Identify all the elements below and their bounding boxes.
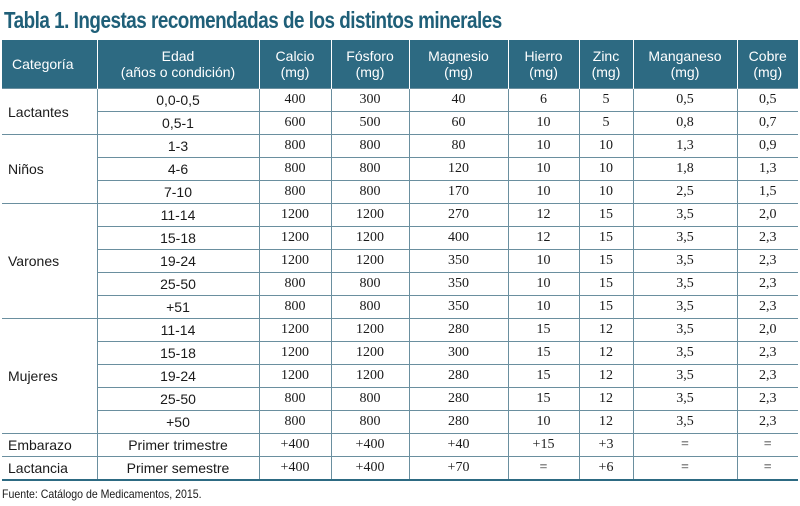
age-cell: +51	[97, 296, 259, 319]
value-cell: 2,3	[737, 388, 798, 411]
value-cell: 600	[259, 112, 331, 135]
header-line: Fósforo	[346, 48, 394, 64]
value-cell: 0,8	[633, 112, 737, 135]
value-cell: 800	[259, 135, 331, 158]
age-cell: 11-14	[97, 319, 259, 342]
value-cell: 800	[331, 388, 409, 411]
value-cell: 800	[259, 296, 331, 319]
value-cell: 800	[331, 158, 409, 181]
value-cell: +400	[331, 434, 409, 457]
column-header-zinc	[579, 40, 633, 89]
value-cell: 1200	[331, 204, 409, 227]
value-cell: 6	[508, 89, 579, 112]
table-row	[2, 135, 798, 158]
header-line: (mg)	[529, 64, 558, 80]
category-cell: Lactancia	[2, 457, 97, 481]
age-cell: 7-10	[97, 181, 259, 204]
value-cell: 500	[331, 112, 409, 135]
column-header-manganeso	[633, 40, 737, 89]
value-cell: 1200	[259, 342, 331, 365]
value-cell: 0,5	[737, 89, 798, 112]
minerals-table	[2, 40, 798, 481]
value-cell: 0,9	[737, 135, 798, 158]
value-cell: 12	[508, 227, 579, 250]
value-cell: +70	[409, 457, 508, 481]
header-line: Magnesio	[428, 48, 489, 64]
value-cell: 280	[409, 411, 508, 434]
value-cell: =	[633, 434, 737, 457]
value-cell: 1200	[331, 250, 409, 273]
table-row	[2, 296, 798, 319]
value-cell: +400	[259, 457, 331, 481]
table-row	[2, 204, 798, 227]
value-cell: 1200	[331, 227, 409, 250]
value-cell: 280	[409, 319, 508, 342]
table-row	[2, 434, 798, 457]
value-cell: 10	[579, 158, 633, 181]
table-title: Tabla 1. Ingestas recomendadas de los distintos minerales	[4, 7, 502, 33]
value-cell: 2,3	[737, 296, 798, 319]
value-cell: 800	[259, 411, 331, 434]
age-cell: Primer semestre	[97, 457, 259, 481]
value-cell: 15	[579, 204, 633, 227]
value-cell: +400	[259, 434, 331, 457]
value-cell: =	[737, 457, 798, 481]
value-cell: 3,5	[633, 204, 737, 227]
value-cell: 12	[579, 319, 633, 342]
column-header-edad	[97, 40, 259, 89]
value-cell: 3,5	[633, 273, 737, 296]
value-cell: 800	[331, 135, 409, 158]
age-cell: 15-18	[97, 227, 259, 250]
value-cell: 400	[259, 89, 331, 112]
table-row	[2, 319, 798, 342]
value-cell: 12	[508, 204, 579, 227]
value-cell: 300	[409, 342, 508, 365]
value-cell: 10	[579, 181, 633, 204]
value-cell: 3,5	[633, 296, 737, 319]
value-cell: =	[633, 457, 737, 481]
table-row	[2, 112, 798, 135]
value-cell: 350	[409, 250, 508, 273]
value-cell: 3,5	[633, 250, 737, 273]
value-cell: 2,3	[737, 273, 798, 296]
table-row	[2, 342, 798, 365]
value-cell: 2,3	[737, 342, 798, 365]
value-cell: 0,5	[633, 89, 737, 112]
value-cell: 3,5	[633, 342, 737, 365]
value-cell: 1200	[259, 227, 331, 250]
table-row	[2, 89, 798, 112]
age-cell: 15-18	[97, 342, 259, 365]
header-line: Cobre	[748, 48, 787, 64]
value-cell: 10	[508, 112, 579, 135]
value-cell: 10	[508, 158, 579, 181]
value-cell: +40	[409, 434, 508, 457]
value-cell: 2,5	[633, 181, 737, 204]
value-cell: 1200	[331, 365, 409, 388]
category-cell: Lactantes	[2, 89, 97, 135]
column-header-cobre	[737, 40, 798, 89]
source-note: Fuente: Catálogo de Medicamentos, 2015.	[2, 487, 202, 501]
header-line: (mg)	[444, 64, 473, 80]
value-cell: +400	[331, 457, 409, 481]
value-cell: 1200	[259, 204, 331, 227]
value-cell: 400	[409, 227, 508, 250]
value-cell: 1,3	[737, 158, 798, 181]
value-cell: 3,5	[633, 319, 737, 342]
column-header-calcio	[259, 40, 331, 89]
value-cell: 2,3	[737, 365, 798, 388]
value-cell: 3,5	[633, 411, 737, 434]
value-cell: =	[508, 457, 579, 481]
value-cell: 1200	[259, 250, 331, 273]
age-cell: 0,0-0,5	[97, 89, 259, 112]
value-cell: 800	[331, 181, 409, 204]
value-cell: 3,5	[633, 227, 737, 250]
table-body	[2, 89, 798, 481]
header-line: Zinc	[592, 48, 620, 64]
value-cell: 12	[579, 388, 633, 411]
value-cell: 2,0	[737, 319, 798, 342]
value-cell: 5	[579, 89, 633, 112]
value-cell: 10	[508, 181, 579, 204]
value-cell: 12	[579, 365, 633, 388]
age-cell: 19-24	[97, 365, 259, 388]
value-cell: 15	[579, 273, 633, 296]
value-cell: 15	[579, 227, 633, 250]
header-line: Hierro	[524, 48, 563, 64]
value-cell: 12	[579, 342, 633, 365]
table-row	[2, 457, 798, 481]
table-row	[2, 181, 798, 204]
header-line: Categoría	[12, 56, 74, 72]
category-cell: Embarazo	[2, 434, 97, 457]
age-cell: 0,5-1	[97, 112, 259, 135]
value-cell: 800	[259, 181, 331, 204]
header-line: (mg)	[591, 64, 621, 80]
age-cell: Primer trimestre	[97, 434, 259, 457]
value-cell: 3,5	[633, 365, 737, 388]
value-cell: 40	[409, 89, 508, 112]
value-cell: 800	[331, 296, 409, 319]
table-row	[2, 411, 798, 434]
value-cell: 800	[331, 273, 409, 296]
header-row	[2, 40, 798, 89]
value-cell: 15	[579, 296, 633, 319]
value-cell: +6	[579, 457, 633, 481]
age-cell: 25-50	[97, 388, 259, 411]
header-line: (mg)	[355, 64, 385, 80]
category-cell: Varones	[2, 204, 97, 319]
category-cell: Mujeres	[2, 319, 97, 434]
value-cell: 10	[508, 250, 579, 273]
category-cell: Niños	[2, 135, 97, 204]
column-header-magnesio	[409, 40, 508, 89]
table-row	[2, 250, 798, 273]
value-cell: 800	[259, 158, 331, 181]
age-cell: +50	[97, 411, 259, 434]
value-cell: 120	[409, 158, 508, 181]
value-cell: 350	[409, 296, 508, 319]
header-line: Edad	[161, 48, 195, 64]
value-cell: 15	[508, 388, 579, 411]
value-cell: 1200	[259, 365, 331, 388]
value-cell: 15	[508, 365, 579, 388]
value-cell: 1200	[259, 319, 331, 342]
table-row	[2, 388, 798, 411]
value-cell: 280	[409, 365, 508, 388]
value-cell: 2,3	[737, 411, 798, 434]
age-cell: 25-50	[97, 273, 259, 296]
value-cell: 800	[259, 388, 331, 411]
value-cell: 12	[579, 411, 633, 434]
table-row	[2, 227, 798, 250]
value-cell: 270	[409, 204, 508, 227]
value-cell: 80	[409, 135, 508, 158]
value-cell: 3,5	[633, 388, 737, 411]
value-cell: 1,3	[633, 135, 737, 158]
value-cell: 10	[508, 411, 579, 434]
value-cell: 10	[579, 135, 633, 158]
value-cell: 2,3	[737, 250, 798, 273]
value-cell: 1200	[331, 342, 409, 365]
value-cell: +3	[579, 434, 633, 457]
value-cell: 800	[259, 273, 331, 296]
header-line: (mg)	[670, 64, 700, 80]
value-cell: 300	[331, 89, 409, 112]
value-cell: 0,7	[737, 112, 798, 135]
value-cell: 170	[409, 181, 508, 204]
age-cell: 19-24	[97, 250, 259, 273]
header-line: (mg)	[280, 64, 310, 80]
value-cell: 1,5	[737, 181, 798, 204]
header-line: (mg)	[753, 64, 783, 80]
value-cell: 15	[579, 250, 633, 273]
table-row	[2, 273, 798, 296]
value-cell: 800	[331, 411, 409, 434]
column-header-categoria	[2, 40, 97, 89]
value-cell: 10	[508, 135, 579, 158]
age-cell: 11-14	[97, 204, 259, 227]
value-cell: 10	[508, 273, 579, 296]
value-cell: +15	[508, 434, 579, 457]
header-line: Manganeso	[648, 48, 722, 64]
value-cell: 15	[508, 342, 579, 365]
age-cell: 4-6	[97, 158, 259, 181]
value-cell: 350	[409, 273, 508, 296]
value-cell: 1200	[331, 319, 409, 342]
value-cell: 15	[508, 319, 579, 342]
value-cell: 10	[508, 296, 579, 319]
column-header-fosforo	[331, 40, 409, 89]
table-row	[2, 158, 798, 181]
value-cell: 1,8	[633, 158, 737, 181]
table-row	[2, 365, 798, 388]
value-cell: 2,0	[737, 204, 798, 227]
header-line: Calcio	[275, 48, 315, 64]
value-cell: 5	[579, 112, 633, 135]
value-cell: =	[737, 434, 798, 457]
column-header-hierro	[508, 40, 579, 89]
age-cell: 1-3	[97, 135, 259, 158]
value-cell: 60	[409, 112, 508, 135]
header-line: (años o condición)	[120, 64, 236, 80]
value-cell: 2,3	[737, 227, 798, 250]
value-cell: 280	[409, 388, 508, 411]
